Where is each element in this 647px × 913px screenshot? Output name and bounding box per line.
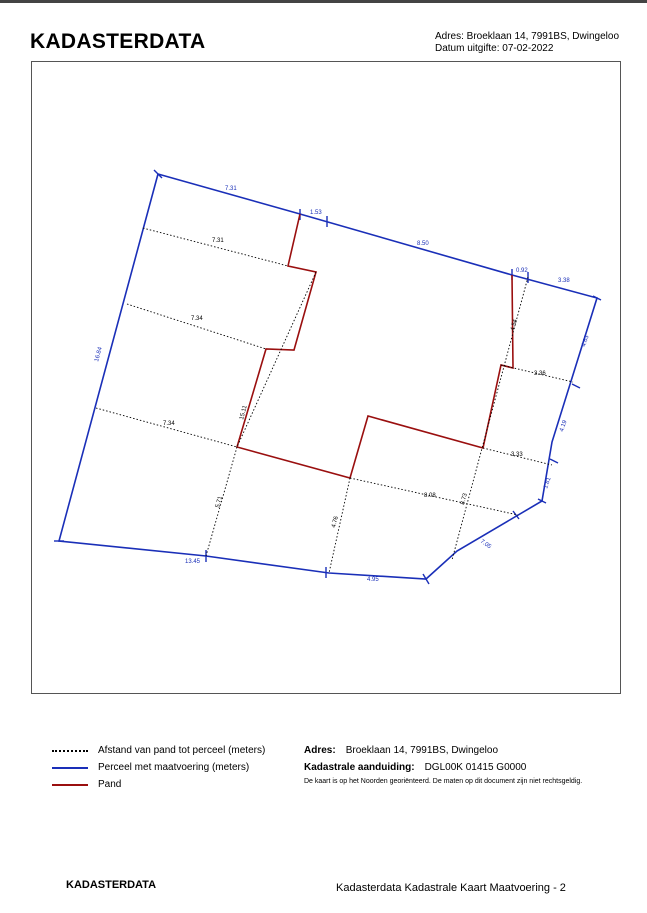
dim-label: 3.38 [558,278,570,284]
dim-label: 7.34 [191,316,203,322]
legend-perceel-label: Perceel met maatvoering (meters) [98,762,250,773]
afstand-labels [163,238,546,529]
header-date: Datum uitgifte: 07-02-2022 [435,43,554,54]
legend-pand-label: Pand [98,779,122,790]
dim-label: 5.71 [215,495,224,509]
legend-afstand-label: Afstand van pand tot perceel (meters) [98,745,266,756]
tick [550,459,558,463]
dim-label: 4.95 [367,577,379,583]
footer-title: Kadasterdata Kadastrale Kaart Maatvoering - 2 [336,882,566,894]
map-drawing [32,62,622,695]
perceel-outline [59,174,597,579]
top-border [0,0,647,3]
perceel-labels [94,186,591,583]
address-value: Broeklaan 14, 7991BS, Dwingeloo [345,745,499,756]
kadastrale-value: DGL00K 01415 G0000 [424,762,527,773]
legend [52,742,265,793]
dim-label: 8.50 [417,241,429,247]
afstand-line [237,272,316,447]
brand-logo: KADASTERDATA [30,30,206,53]
dim-label: 4.63 [581,334,591,348]
address-label: Adres: [304,745,336,756]
dim-label: 16.84 [94,346,104,363]
dim-label: 7.31 [225,186,237,192]
afstand-line [96,408,237,447]
perceel-boundary [59,174,597,579]
perceel-ticks [54,170,601,584]
disclaimer: De kaart is op het Noorden georiënteerd. De maten op dit document zijn niet rechtsgeldig. [304,778,583,785]
legend-perceel [52,759,265,776]
dim-label: 8.73 [460,492,469,506]
dim-label: 1.81 [543,476,553,490]
red-line-swatch [52,784,88,786]
dim-label: 3.33 [511,452,523,458]
kadastrale-row [304,759,582,776]
dim-label: 7.05 [478,538,492,551]
dim-label: 7.31 [212,238,224,244]
afstand-line [127,304,266,349]
legend-afstand [52,742,265,759]
dim-label: 15.11 [239,404,249,421]
pand-outline [237,214,513,478]
dim-label: 1.53 [310,210,322,216]
footer-brand: KADASTERDATA [66,879,157,891]
kadastrale-label: Kadastrale aanduiding: [304,762,415,773]
dim-label: 13.45 [185,559,201,565]
blue-line-swatch [52,767,88,769]
address-row [304,742,582,759]
header-address: Adres: Broeklaan 14, 7991BS, Dwingeloo [435,31,620,42]
cadastral-map [31,61,621,694]
dim-label: 7.34 [163,421,175,427]
header-info [435,31,619,55]
dim-label: 8.08 [424,493,436,499]
dim-label: 3.36 [534,371,546,377]
dim-label: 0.92 [516,268,528,274]
afstand-line [143,228,288,266]
tick [572,384,580,388]
dotted-line-swatch [52,750,88,752]
dim-label: 4.54 [510,318,519,332]
dim-label: 4.19 [559,419,569,433]
legend-pand [52,776,265,793]
dim-label: 4.76 [331,515,340,529]
address-block [304,742,582,785]
